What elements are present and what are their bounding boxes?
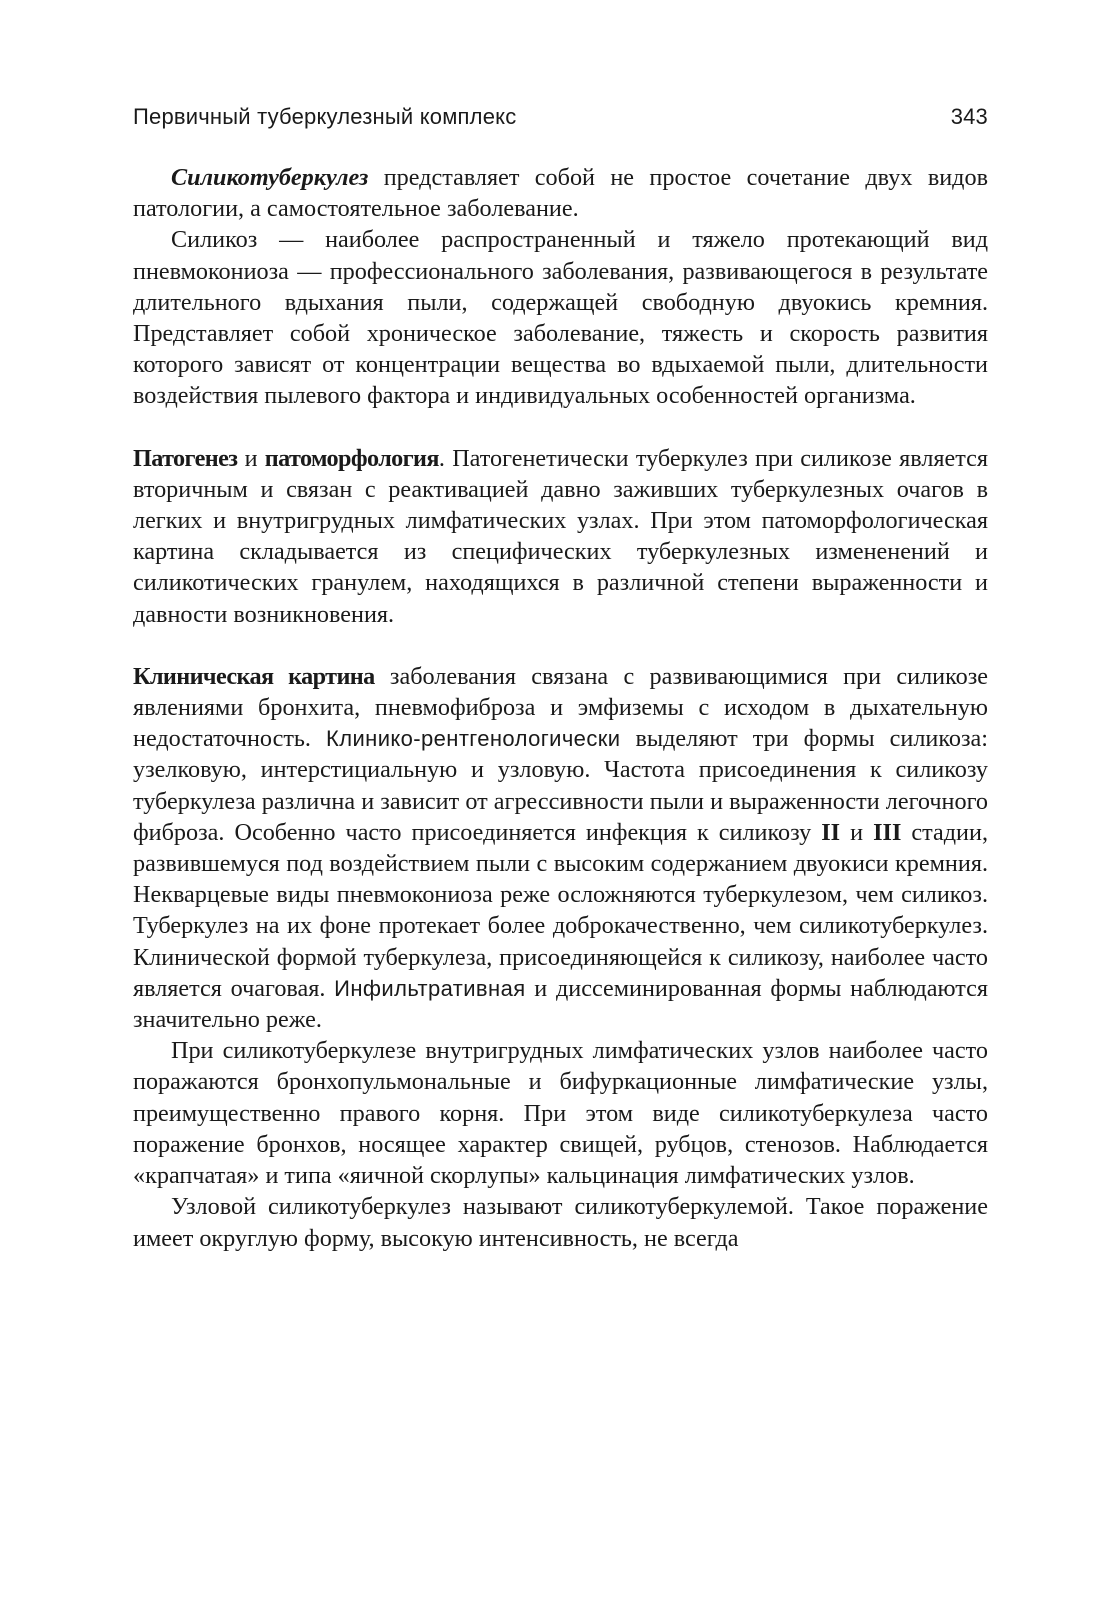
paragraph-text: выделяют три формы силикоза: узелковую, интерстициальную и узловую. Частота присоединения к силикозу туберкулеза различна и зависит от агрессивности пыли и выраженности легочного фиброза. Особенно часто присоединяется инфекция к силикозу bbox=[133, 725, 988, 846]
stage-three: III bbox=[873, 818, 902, 846]
paragraph-text: и диссеминированная формы наблюдаются значительно реже. bbox=[133, 974, 988, 1034]
page-number: 343 bbox=[950, 104, 988, 129]
book-page bbox=[133, 104, 988, 1254]
paragraph-silicotuberculosis-definition bbox=[133, 162, 988, 224]
running-header bbox=[133, 104, 988, 130]
paragraph-text: стадии, развившемуся под воздействием пыли с высоким содержанием двуокиси кремния. Некварцевые виды пневмокониоза реже осложняются туберкулезом, чем силикоз. Туберкулез на их фоне протекает более доброкачественно, чем силикотуберкулез. Клинической формой туберкулеза, присоединяющейся к силикозу, наиболее часто является очаговая. bbox=[133, 818, 988, 1002]
term-pathogenesis: Патогенез bbox=[133, 444, 238, 472]
stage-two: II bbox=[821, 818, 841, 846]
paragraph-lymph-nodes bbox=[133, 1035, 988, 1191]
paragraph-pathogenesis bbox=[133, 443, 988, 630]
paragraph-text: При силикотуберкулезе внутригрудных лимфатических узлов наиболее часто поражаются бронхопульмональные и бифуркационные лимфатические узлы, преимущественно правого корня. При этом виде силикотуберкулеза часто поражение бронхов, носящее характер свищей, рубцов, стенозов. Наблюдается «крапчатая» и типа «яичной скорлупы» кальцинация лимфатических узлов. bbox=[133, 1037, 988, 1190]
chapter-title: Первичный туберкулезный комплекс bbox=[133, 104, 517, 129]
conjunction: и bbox=[237, 444, 265, 472]
conjunction: и bbox=[840, 818, 874, 846]
paragraph-text: представляет собой не простое сочетание двух видов патологии, а самостоятельное заболевание. bbox=[133, 164, 988, 223]
emphasis-infiltrative: Инфильтративная bbox=[334, 975, 526, 1001]
paragraph-text: . Патогенетически туберкулез при силикозе является вторичным и связан с реактивацией давно заживших туберкулезных очагов в легких и внутригрудных лимфатических узлах. При этом патоморфологическая картина складывается из специфических туберкулезных измененений и силикотических гранулем, находящихся в различной степени выраженности и давности возникновения. bbox=[133, 444, 988, 628]
term-silicotuberculosis: Силикотуберкулез bbox=[171, 164, 369, 191]
paragraph-silicosis bbox=[133, 224, 988, 411]
term-clinical-picture: Клиническая картина bbox=[133, 662, 375, 690]
paragraph-clinical-picture bbox=[133, 661, 988, 1035]
paragraph-text: Узловой силикотуберкулез называют силикотуберкулемой. Такое поражение имеет округлую форму, высокую интенсивность, не всегда bbox=[133, 1193, 988, 1252]
paragraph-text: Силикоз — наиболее распространенный и тяжело протекающий вид пневмокониоза — профессионального заболевания, развивающегося в результате длительного вдыхания пыли, содержащей свободную двуокись кремния. Представляет собой хроническое заболевание, тяжесть и скорость развития которого зависят от концентрации вещества во вдыхаемой пыли, длительности воздействия пылевого фактора и индивидуальных особенностей организма. bbox=[133, 226, 988, 410]
paragraph-text: заболевания связана с развивающимися при силикозе явлениями бронхита, пневмофиброза и эмфиземы с исходом в дыхательную недостаточность. bbox=[133, 662, 988, 753]
paragraph-nodular-form bbox=[133, 1191, 988, 1253]
emphasis-clinico-radiological: Клинико-рентгенологически bbox=[326, 726, 621, 752]
term-pathomorphology: патоморфология bbox=[264, 444, 439, 472]
body-text bbox=[133, 162, 988, 1254]
